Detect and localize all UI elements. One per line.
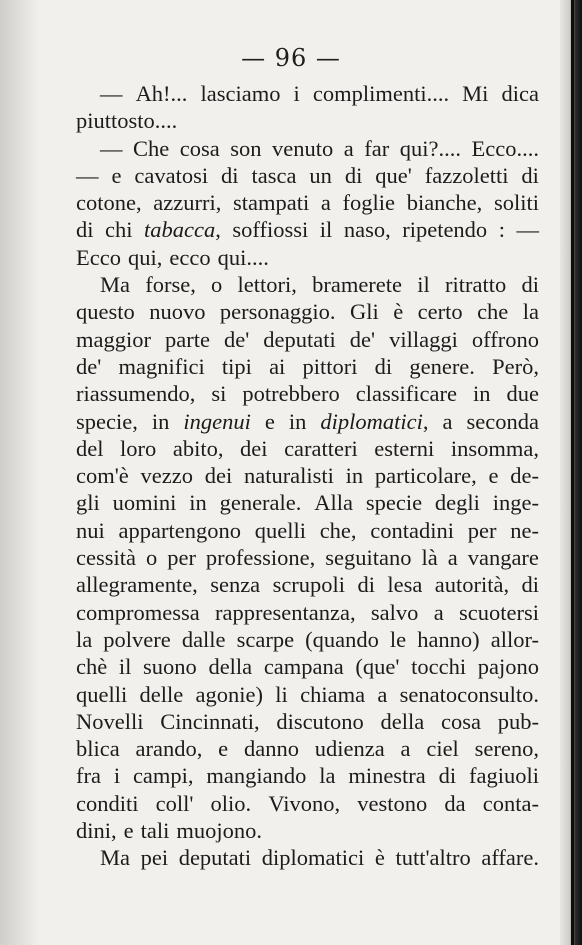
word: Ecco — [76, 244, 121, 270]
word: bianche, — [406, 190, 483, 216]
word: delle — [139, 681, 184, 707]
word: hanno) — [417, 626, 480, 652]
word: naso, — [343, 217, 391, 243]
word: son — [230, 135, 262, 161]
word: far — [364, 135, 390, 161]
word: minestra — [348, 763, 426, 789]
word: in — [189, 490, 207, 516]
word: vangare — [467, 545, 539, 571]
word: blica — [76, 736, 120, 762]
word: a — [343, 135, 354, 161]
text-line — [76, 626, 539, 653]
word: a — [377, 681, 388, 707]
word: Ma — [100, 272, 130, 298]
word: dica — [501, 81, 539, 106]
word: particolare, — [374, 463, 477, 489]
word: dini, — [76, 818, 117, 844]
word: potrebbero — [242, 381, 340, 407]
word: compromessa — [76, 599, 200, 625]
word: azzurri, — [153, 190, 222, 216]
word: diplomatici — [261, 845, 365, 871]
word: di — [521, 162, 539, 188]
word: foglie — [342, 190, 396, 216]
word: dei — [240, 435, 268, 461]
word: senza — [210, 572, 261, 598]
word: cavatosi — [134, 162, 209, 188]
word: Ecco.... — [471, 135, 539, 161]
word: a — [320, 190, 331, 216]
word: chè — [76, 654, 108, 680]
word: scuotersi — [459, 599, 539, 625]
word: cosa — [179, 135, 220, 161]
word: pub- — [497, 708, 539, 734]
word: in — [472, 381, 491, 407]
word: pittori — [302, 353, 358, 379]
word: ingenui — [183, 408, 251, 434]
word: contadini — [370, 517, 455, 543]
word: tutt'altro — [395, 845, 471, 871]
word: gli — [76, 490, 100, 516]
word: di — [374, 353, 393, 379]
word: di — [221, 162, 239, 188]
word: tipi — [221, 353, 252, 379]
word: Gli — [349, 299, 379, 325]
word: quelli — [254, 517, 306, 543]
text-line — [76, 353, 539, 380]
word: allor- — [490, 626, 539, 652]
text-line — [76, 216, 539, 243]
word: un — [309, 162, 332, 188]
text-line — [76, 681, 539, 708]
word: lasciamo — [200, 81, 281, 106]
word: campi, — [132, 763, 194, 789]
text-line — [76, 326, 539, 353]
word: di — [438, 763, 457, 789]
word: a — [447, 545, 458, 571]
word: il — [417, 272, 430, 298]
word: naturalisti — [243, 463, 334, 489]
word: per — [167, 545, 196, 571]
text-line — [76, 844, 539, 871]
word: degli — [434, 490, 480, 516]
word: generale. — [219, 490, 302, 516]
word: ripetendo — [402, 217, 488, 243]
word: specie, — [76, 408, 138, 434]
word: appartengono — [118, 517, 241, 543]
word: il — [319, 217, 333, 243]
word: vestono — [357, 790, 428, 816]
word: la — [522, 299, 539, 325]
word: inge- — [492, 490, 539, 516]
text-line — [76, 817, 539, 844]
word: coll' — [155, 790, 194, 816]
word: tabacca, — [144, 217, 221, 243]
word: bramerete — [312, 272, 403, 298]
word: — — [100, 135, 123, 161]
text-line — [76, 162, 539, 189]
word: agonie) — [195, 681, 264, 707]
word: uomini — [112, 490, 177, 516]
word: fagiuoli — [469, 763, 539, 789]
text-line — [76, 735, 539, 762]
word: di — [344, 162, 363, 188]
word: che — [477, 299, 509, 325]
word: que' — [375, 162, 412, 188]
word: si — [211, 381, 227, 407]
word: muojono. — [176, 818, 263, 844]
word: suono — [143, 654, 197, 680]
word: dalle — [181, 626, 226, 652]
word: cosa — [440, 708, 481, 734]
word: due — [506, 381, 539, 407]
page-edge-shadow — [0, 0, 40, 945]
word: autorità, — [434, 572, 510, 598]
text-line — [76, 298, 539, 325]
word: ne- — [510, 517, 539, 543]
word: caratteri — [284, 435, 358, 461]
word: di — [521, 272, 539, 298]
word: fazzoletti — [424, 162, 509, 188]
word: olio. — [210, 790, 252, 816]
word: scrupoli — [272, 572, 346, 598]
text-line — [76, 599, 539, 626]
word: piuttosto.... — [76, 108, 178, 134]
word: — — [76, 162, 99, 188]
text-line — [76, 435, 539, 462]
word: ritratto — [444, 272, 507, 298]
word: arando, — [135, 736, 203, 762]
word: parte — [165, 326, 210, 352]
word: di — [357, 572, 375, 598]
word: la — [76, 626, 93, 652]
text-line — [76, 517, 539, 544]
word: de' — [223, 326, 250, 352]
word: polvere — [103, 626, 171, 652]
word: qui?.... — [399, 135, 461, 161]
word: in — [151, 408, 170, 434]
word: tali — [140, 818, 170, 844]
text-line — [76, 489, 539, 516]
word: quelli — [76, 681, 128, 707]
word: stampati — [233, 190, 310, 216]
word: lettori, — [237, 272, 297, 298]
word: de' — [76, 353, 102, 379]
word: (quando — [305, 626, 379, 652]
word: pei — [140, 845, 169, 871]
word: deputati — [263, 326, 336, 352]
word: pajono — [477, 654, 539, 680]
word: della — [380, 708, 425, 734]
word: è — [374, 845, 385, 871]
word: seconda — [466, 408, 539, 434]
text-line — [76, 380, 539, 407]
word: — — [516, 217, 539, 243]
word: i — [113, 763, 121, 789]
word: : — [498, 217, 505, 243]
word: offrono — [471, 326, 539, 352]
word: de- — [510, 463, 539, 489]
word: scarpe — [236, 626, 295, 652]
word: a — [442, 408, 453, 434]
text-line — [76, 408, 539, 435]
word: da — [444, 790, 466, 816]
word: della — [208, 654, 253, 680]
word: a — [433, 599, 444, 625]
word: maggior — [76, 326, 151, 352]
word: e — [264, 408, 275, 434]
word: del — [76, 435, 104, 461]
word: o — [145, 545, 158, 571]
word: cessità — [76, 545, 136, 571]
word: di — [521, 572, 539, 598]
word: là — [421, 545, 438, 571]
word: chi — [105, 217, 133, 243]
text-line — [76, 571, 539, 598]
word: a — [400, 736, 411, 762]
word: e — [218, 736, 229, 762]
word: certo — [417, 299, 463, 325]
word: salvo — [370, 599, 419, 625]
word: dei — [204, 463, 233, 489]
word: i — [293, 81, 300, 106]
word: Vivono, — [268, 790, 341, 816]
word: ecco — [169, 244, 211, 270]
word: com'è — [76, 463, 129, 489]
word: senatoconsulto. — [399, 681, 539, 707]
word: e — [488, 463, 499, 489]
word: tocchi — [411, 654, 467, 680]
body-text — [76, 80, 539, 872]
word: de' — [349, 326, 376, 352]
word: e — [123, 818, 134, 844]
text-line — [76, 708, 539, 735]
word: danno — [243, 736, 299, 762]
word: discutono — [276, 708, 364, 734]
text-line — [76, 271, 539, 298]
word: vezzo — [140, 463, 193, 489]
word: soffiossi — [232, 217, 309, 243]
word: insomma, — [450, 435, 539, 461]
word: allegramente, — [76, 572, 198, 598]
word: villaggi — [389, 326, 458, 352]
word: di — [76, 217, 94, 243]
word: venuto — [272, 135, 334, 161]
word: li — [275, 681, 288, 707]
word: nui — [76, 517, 105, 543]
word: complimenti.... — [312, 81, 450, 106]
word: chiama — [300, 681, 366, 707]
word: genere. — [409, 353, 475, 379]
word: cotone, — [76, 190, 142, 216]
word: e — [111, 162, 122, 188]
word: forse, — [145, 272, 196, 298]
word: diplomatici, — [320, 408, 429, 434]
word: Alla — [314, 490, 353, 516]
word: Mi — [462, 81, 489, 106]
text-line — [76, 189, 539, 216]
word: campana — [263, 654, 344, 680]
word: ciel — [426, 736, 459, 762]
word: riassumendo, — [76, 381, 196, 407]
word: udienza — [314, 736, 385, 762]
word: professione, — [205, 545, 316, 571]
word: Però, — [492, 353, 539, 379]
word: il — [118, 654, 132, 680]
text-line — [76, 653, 539, 680]
word: conta- — [482, 790, 539, 816]
text-line — [76, 790, 539, 817]
text-line — [76, 462, 539, 489]
word: seguitano — [325, 545, 412, 571]
word: deputati — [178, 845, 252, 871]
word: qui.... — [217, 244, 269, 270]
word: questo — [76, 299, 135, 325]
word: qui, — [127, 244, 163, 270]
word: rappresentanza, — [215, 599, 356, 625]
text-line — [76, 544, 539, 571]
word: mangiando — [206, 763, 307, 789]
word: conditi — [76, 790, 139, 816]
word: tasca — [251, 162, 297, 188]
text-line — [76, 762, 539, 789]
word: sereno, — [474, 736, 539, 762]
word: Ah!... — [135, 81, 188, 106]
word: la — [319, 763, 336, 789]
word: fra — [76, 763, 101, 789]
word: loro — [120, 435, 157, 461]
word: — — [100, 81, 123, 106]
word: per — [467, 517, 497, 543]
word: (que' — [355, 654, 400, 680]
word: magnifici — [118, 353, 205, 379]
word: che, — [319, 517, 357, 543]
text-line — [76, 135, 539, 162]
word: affare. — [481, 845, 539, 871]
word: o — [211, 272, 223, 298]
word: lesa — [387, 572, 423, 598]
text-line — [76, 80, 539, 107]
text-line — [76, 107, 539, 134]
word: esterni — [374, 435, 435, 461]
word: Novelli — [76, 708, 144, 734]
word: classificare — [355, 381, 457, 407]
word: Che — [133, 135, 170, 161]
word: soliti — [493, 190, 539, 216]
word: ai — [269, 353, 286, 379]
word: nuovo — [149, 299, 206, 325]
word: specie — [365, 490, 423, 516]
word: personaggio. — [219, 299, 336, 325]
spine-edge — [571, 0, 574, 945]
word: in — [345, 463, 364, 489]
word: Ma — [100, 845, 130, 871]
page-number: — 96 — — [241, 44, 341, 72]
word: Cincinnati, — [160, 708, 260, 734]
word: le — [389, 626, 407, 652]
text-line — [76, 244, 539, 271]
word: in — [288, 408, 307, 434]
word: è — [393, 299, 404, 325]
word: abito, — [172, 435, 224, 461]
